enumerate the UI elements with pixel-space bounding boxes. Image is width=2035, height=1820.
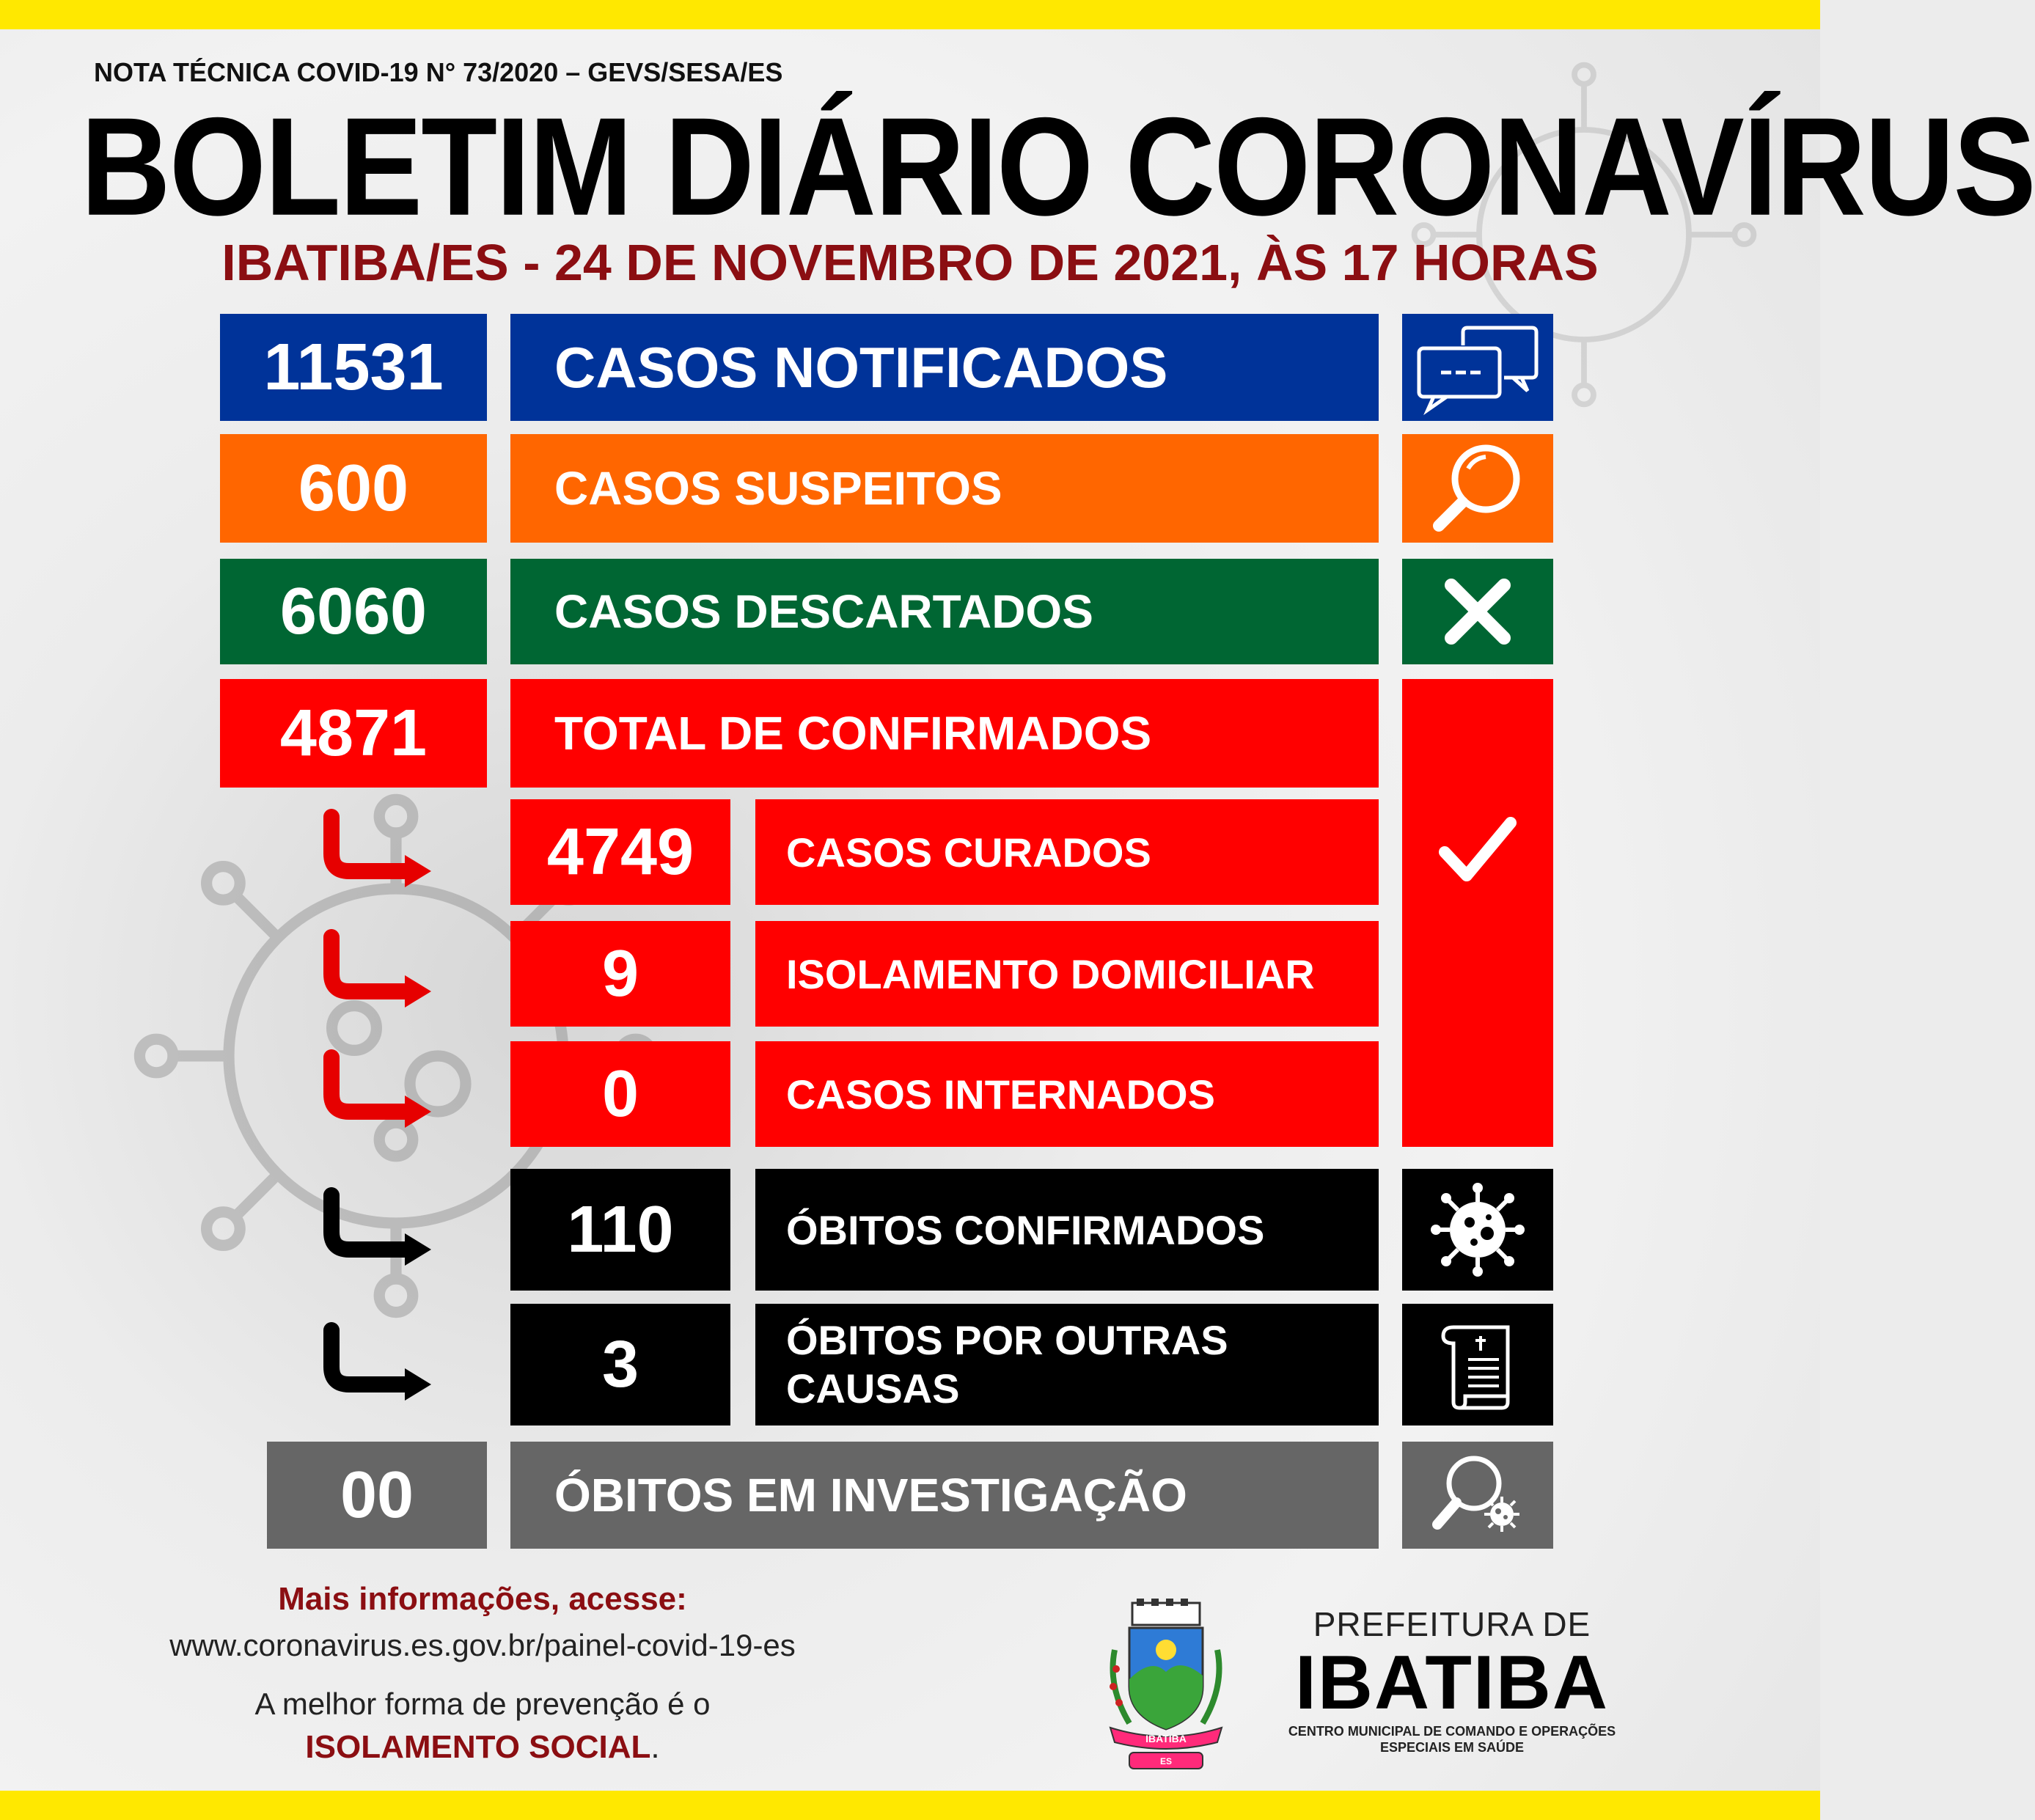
isolamento-value: 9 (510, 921, 730, 1027)
curados-arrow-icon (314, 810, 439, 898)
outras-causas-label-line1: ÓBITOS POR OUTRAS (786, 1317, 1228, 1363)
x-mark-icon (1441, 575, 1514, 648)
crest-state-text: ES (1159, 1756, 1173, 1766)
outras-causas-value: 3 (510, 1304, 730, 1425)
certificate-icon (1437, 1317, 1518, 1412)
internados-value: 0 (510, 1041, 730, 1147)
notificados-label: CASOS NOTIFICADOS (510, 314, 1379, 421)
investigacao-icon-box (1402, 1442, 1553, 1549)
outras-causas-icon-box (1402, 1304, 1553, 1425)
prefeitura-name: IBATIBA (1294, 1640, 1610, 1725)
outras-causas-label-line2: CAUSAS (786, 1365, 960, 1412)
confirmados-value: 4871 (220, 679, 487, 788)
ibatiba-crest-logo (1100, 1599, 1232, 1775)
descartados-value: 6060 (220, 559, 487, 664)
virus-icon (1430, 1182, 1525, 1277)
technical-note: NOTA TÉCNICA COVID-19 N° 73/2020 – GEVS/SESA/ES (94, 57, 783, 87)
prevention-highlight (0, 1729, 965, 1766)
confirmados-label: TOTAL DE CONFIRMADOS (510, 679, 1379, 788)
notificados-value: 11531 (220, 314, 487, 421)
suspeitos-label: CASOS SUSPEITOS (510, 434, 1379, 543)
prefeitura-subline-1: CENTRO MUNICIPAL DE COMANDO E OPERAÇÕES (1288, 1724, 1616, 1739)
chat-bubbles-icon (1412, 323, 1544, 411)
notificados-icon-box (1402, 314, 1553, 421)
obitos-value: 110 (510, 1169, 730, 1291)
magnifier-icon (1430, 441, 1525, 536)
obitos-arrow-icon (314, 1188, 439, 1276)
obitos-icon-box (1402, 1169, 1553, 1291)
investigacao-label: ÓBITOS EM INVESTIGAÇÃO (510, 1442, 1379, 1549)
internados-label: CASOS INTERNADOS (755, 1041, 1379, 1147)
top-stripe (0, 0, 1820, 29)
info-title: Mais informações, acesse: (278, 1581, 687, 1617)
prefeitura-subline-2: ESPECIAIS EM SAÚDE (1379, 1740, 1525, 1755)
outras-causas-arrow-icon (314, 1323, 439, 1411)
prevention-text: A melhor forma de prevenção é o (254, 1687, 711, 1721)
curados-label: CASOS CURADOS (755, 799, 1379, 905)
investigacao-value: 00 (267, 1442, 487, 1549)
confirmados-icon-box (1402, 679, 1553, 1147)
checkmark-icon (1437, 814, 1518, 887)
outras-causas-label (755, 1304, 1379, 1425)
info-url-link[interactable]: www.coronavirus.es.gov.br/painel-covid-19-es (169, 1628, 796, 1662)
suspeitos-value: 600 (220, 434, 487, 543)
page-title: BOLETIM DIÁRIO CORONAVÍRUS (81, 89, 2035, 246)
descartados-label: CASOS DESCARTADOS (510, 559, 1379, 664)
isolamento-label: ISOLAMENTO DOMICILIAR (755, 921, 1379, 1027)
curados-value: 4749 (510, 799, 730, 905)
isolamento-arrow-icon (314, 930, 439, 1018)
prevention-end: . (650, 1729, 660, 1765)
prefeitura-line1: PREFEITURA DE (1313, 1605, 1591, 1643)
suspeitos-icon-box (1402, 434, 1553, 543)
prefeitura-subline (1247, 1723, 1657, 1755)
crest-banner-text: IBATIBA (1145, 1733, 1187, 1744)
magnifier-virus-icon (1430, 1451, 1525, 1539)
bottom-stripe (0, 1791, 1820, 1820)
prevention-strong: ISOLAMENTO SOCIAL (305, 1729, 651, 1765)
descartados-icon-box (1402, 559, 1553, 664)
page-subtitle: IBATIBA/ES - 24 DE NOVEMBRO DE 2021, ÀS 17 HORAS (221, 234, 1599, 291)
obitos-label: ÓBITOS CONFIRMADOS (755, 1169, 1379, 1291)
internados-arrow-icon (314, 1050, 439, 1138)
